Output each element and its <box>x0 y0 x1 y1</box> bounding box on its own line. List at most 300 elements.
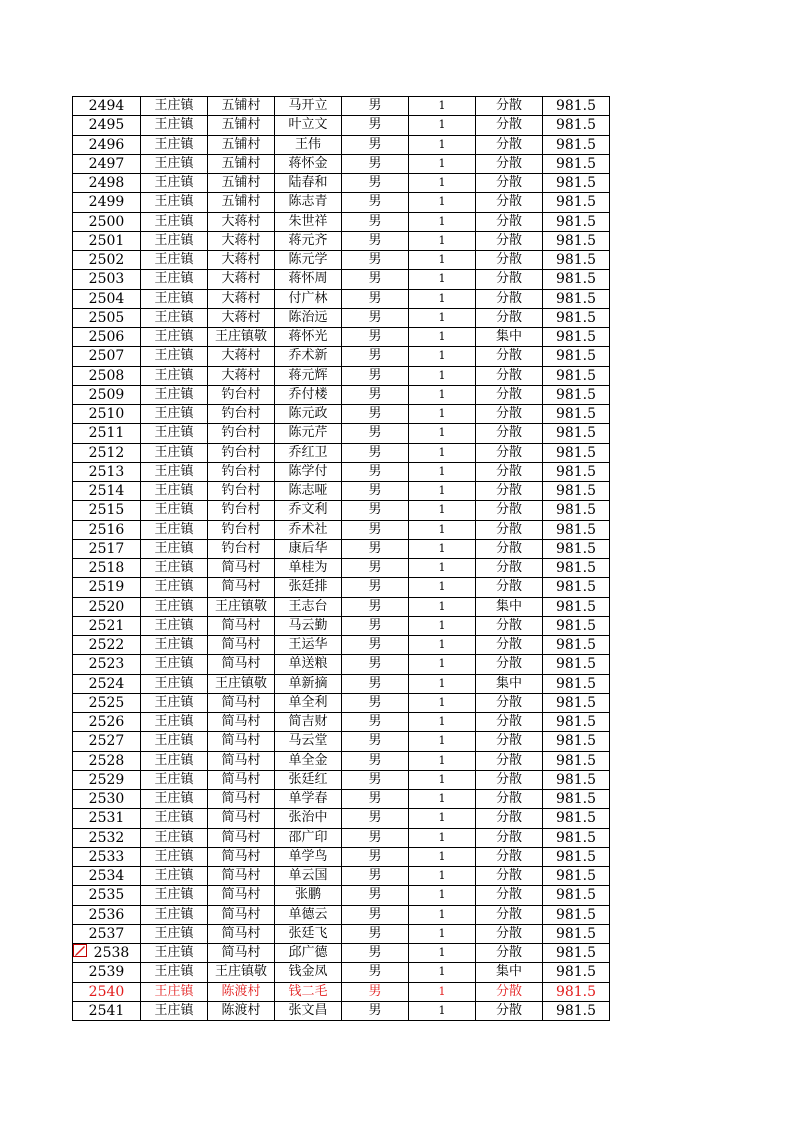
cell-village[interactable]: 大蒋村 <box>208 212 275 231</box>
cell-gender[interactable]: 男 <box>342 308 409 327</box>
cell-type[interactable]: 分散 <box>476 751 543 770</box>
cell-gender[interactable]: 男 <box>342 751 409 770</box>
cell-gender[interactable]: 男 <box>342 790 409 809</box>
cell-row-id[interactable]: 2499 <box>73 193 141 212</box>
cell-gender[interactable]: 男 <box>342 385 409 404</box>
cell-gender[interactable]: 男 <box>342 578 409 597</box>
cell-row-id[interactable]: 2512 <box>73 443 141 462</box>
cell-row-id[interactable]: 2505 <box>73 308 141 327</box>
cell-type[interactable]: 分散 <box>476 982 543 1001</box>
cell-count[interactable]: 1 <box>409 520 476 539</box>
cell-village[interactable]: 钓台村 <box>208 482 275 501</box>
cell-town[interactable]: 王庄镇 <box>141 905 208 924</box>
cell-name[interactable]: 单新摘 <box>275 674 342 693</box>
cell-name[interactable]: 陈志青 <box>275 193 342 212</box>
cell-count[interactable]: 1 <box>409 732 476 751</box>
cell-name[interactable]: 王运华 <box>275 636 342 655</box>
cell-type[interactable]: 分散 <box>476 655 543 674</box>
cell-row-id[interactable]: 2513 <box>73 462 141 481</box>
cell-village[interactable]: 钓台村 <box>208 539 275 558</box>
cell-count[interactable]: 1 <box>409 982 476 1001</box>
cell-amount[interactable]: 981.5 <box>543 693 610 712</box>
cell-amount[interactable]: 981.5 <box>543 963 610 982</box>
cell-row-id[interactable]: 2504 <box>73 289 141 308</box>
cell-type[interactable]: 分散 <box>476 366 543 385</box>
cell-name[interactable]: 马云堂 <box>275 732 342 751</box>
cell-type[interactable]: 分散 <box>476 154 543 173</box>
cell-town[interactable]: 王庄镇 <box>141 867 208 886</box>
cell-town[interactable]: 王庄镇 <box>141 578 208 597</box>
cell-town[interactable]: 王庄镇 <box>141 385 208 404</box>
cell-gender[interactable]: 男 <box>342 270 409 289</box>
cell-type[interactable]: 分散 <box>476 116 543 135</box>
cell-village[interactable]: 大蒋村 <box>208 347 275 366</box>
cell-type[interactable]: 分散 <box>476 809 543 828</box>
cell-row-id[interactable]: 2539 <box>73 963 141 982</box>
cell-village[interactable]: 大蒋村 <box>208 231 275 250</box>
cell-village[interactable]: 钓台村 <box>208 520 275 539</box>
cell-name[interactable]: 王志台 <box>275 597 342 616</box>
cell-row-id[interactable]: 2508 <box>73 366 141 385</box>
cell-type[interactable]: 分散 <box>476 482 543 501</box>
cell-gender[interactable]: 男 <box>342 597 409 616</box>
cell-row-id[interactable]: 2516 <box>73 520 141 539</box>
cell-village[interactable]: 简马村 <box>208 713 275 732</box>
cell-village[interactable]: 简马村 <box>208 944 275 963</box>
cell-gender[interactable]: 男 <box>342 944 409 963</box>
cell-amount[interactable]: 981.5 <box>543 193 610 212</box>
cell-row-id[interactable]: 2502 <box>73 251 141 270</box>
cell-town[interactable]: 王庄镇 <box>141 847 208 866</box>
cell-count[interactable]: 1 <box>409 963 476 982</box>
cell-amount[interactable]: 981.5 <box>543 501 610 520</box>
cell-village[interactable]: 王庄镇敬 <box>208 674 275 693</box>
cell-amount[interactable]: 981.5 <box>543 97 610 116</box>
cell-count[interactable]: 1 <box>409 886 476 905</box>
cell-name[interactable]: 蒋元齐 <box>275 231 342 250</box>
cell-town[interactable]: 王庄镇 <box>141 135 208 154</box>
cell-amount[interactable]: 981.5 <box>543 135 610 154</box>
cell-name[interactable]: 单全利 <box>275 693 342 712</box>
cell-amount[interactable]: 981.5 <box>543 944 610 963</box>
cell-village[interactable]: 钓台村 <box>208 501 275 520</box>
cell-name[interactable]: 张文昌 <box>275 1001 342 1020</box>
cell-gender[interactable]: 男 <box>342 809 409 828</box>
cell-town[interactable]: 王庄镇 <box>141 693 208 712</box>
cell-amount[interactable]: 981.5 <box>543 674 610 693</box>
cell-row-id[interactable]: 2526 <box>73 713 141 732</box>
cell-type[interactable]: 分散 <box>476 135 543 154</box>
cell-name[interactable]: 张鹏 <box>275 886 342 905</box>
cell-village[interactable]: 钓台村 <box>208 385 275 404</box>
cell-row-id[interactable]: 2525 <box>73 693 141 712</box>
cell-amount[interactable]: 981.5 <box>543 212 610 231</box>
cell-village[interactable]: 简马村 <box>208 693 275 712</box>
cell-name[interactable]: 朱世祥 <box>275 212 342 231</box>
cell-gender[interactable]: 男 <box>342 231 409 250</box>
cell-amount[interactable]: 981.5 <box>543 443 610 462</box>
cell-type[interactable]: 分散 <box>476 905 543 924</box>
cell-town[interactable]: 王庄镇 <box>141 559 208 578</box>
cell-village[interactable]: 钓台村 <box>208 443 275 462</box>
cell-village[interactable]: 简马村 <box>208 790 275 809</box>
cell-gender[interactable]: 男 <box>342 443 409 462</box>
cell-town[interactable]: 王庄镇 <box>141 289 208 308</box>
cell-village[interactable]: 王庄镇敬 <box>208 963 275 982</box>
cell-count[interactable]: 1 <box>409 424 476 443</box>
cell-name[interactable]: 邱广德 <box>275 944 342 963</box>
cell-town[interactable]: 王庄镇 <box>141 405 208 424</box>
cell-count[interactable]: 1 <box>409 924 476 943</box>
cell-gender[interactable]: 男 <box>342 982 409 1001</box>
cell-town[interactable]: 王庄镇 <box>141 328 208 347</box>
cell-count[interactable]: 1 <box>409 616 476 635</box>
cell-village[interactable]: 简马村 <box>208 732 275 751</box>
cell-name[interactable]: 陆春和 <box>275 174 342 193</box>
cell-town[interactable]: 王庄镇 <box>141 347 208 366</box>
cell-village[interactable]: 五铺村 <box>208 97 275 116</box>
cell-row-id[interactable]: 2520 <box>73 597 141 616</box>
cell-type[interactable]: 集中 <box>476 674 543 693</box>
cell-row-id[interactable]: 2497 <box>73 154 141 173</box>
cell-row-id[interactable]: 2515 <box>73 501 141 520</box>
cell-name[interactable]: 乔术社 <box>275 520 342 539</box>
cell-type[interactable]: 分散 <box>476 578 543 597</box>
cell-count[interactable]: 1 <box>409 828 476 847</box>
cell-count[interactable]: 1 <box>409 154 476 173</box>
cell-village[interactable]: 简马村 <box>208 905 275 924</box>
cell-type[interactable]: 分散 <box>476 97 543 116</box>
cell-type[interactable]: 分散 <box>476 828 543 847</box>
cell-amount[interactable]: 981.5 <box>543 270 610 289</box>
cell-type[interactable]: 分散 <box>476 924 543 943</box>
cell-village[interactable]: 陈渡村 <box>208 982 275 1001</box>
cell-gender[interactable]: 男 <box>342 655 409 674</box>
cell-count[interactable]: 1 <box>409 597 476 616</box>
cell-type[interactable]: 分散 <box>476 308 543 327</box>
cell-village[interactable]: 简马村 <box>208 751 275 770</box>
cell-row-id[interactable]: 2533 <box>73 847 141 866</box>
cell-name[interactable]: 单学鸟 <box>275 847 342 866</box>
cell-row-id[interactable]: 2521 <box>73 616 141 635</box>
cell-row-id[interactable]: 2527 <box>73 732 141 751</box>
cell-row-id[interactable]: 2523 <box>73 655 141 674</box>
cell-village[interactable]: 简马村 <box>208 578 275 597</box>
cell-name[interactable]: 王伟 <box>275 135 342 154</box>
cell-amount[interactable]: 981.5 <box>543 578 610 597</box>
cell-amount[interactable]: 981.5 <box>543 251 610 270</box>
cell-count[interactable]: 1 <box>409 944 476 963</box>
cell-row-id[interactable]: 2518 <box>73 559 141 578</box>
cell-row-id[interactable]: 2532 <box>73 828 141 847</box>
cell-amount[interactable]: 981.5 <box>543 520 610 539</box>
cell-amount[interactable]: 981.5 <box>543 174 610 193</box>
cell-village[interactable]: 简马村 <box>208 867 275 886</box>
cell-town[interactable]: 王庄镇 <box>141 1001 208 1020</box>
cell-gender[interactable]: 男 <box>342 135 409 154</box>
cell-count[interactable]: 1 <box>409 867 476 886</box>
cell-row-id[interactable]: 2530 <box>73 790 141 809</box>
cell-town[interactable]: 王庄镇 <box>141 924 208 943</box>
cell-amount[interactable]: 981.5 <box>543 328 610 347</box>
cell-amount[interactable]: 981.5 <box>543 770 610 789</box>
cell-village[interactable]: 简马村 <box>208 924 275 943</box>
cell-amount[interactable]: 981.5 <box>543 1001 610 1020</box>
cell-type[interactable]: 集中 <box>476 597 543 616</box>
cell-row-id[interactable]: 2529 <box>73 770 141 789</box>
cell-type[interactable]: 分散 <box>476 231 543 250</box>
cell-amount[interactable]: 981.5 <box>543 559 610 578</box>
cell-town[interactable]: 王庄镇 <box>141 520 208 539</box>
cell-type[interactable]: 分散 <box>476 790 543 809</box>
cell-type[interactable]: 分散 <box>476 886 543 905</box>
cell-type[interactable]: 分散 <box>476 559 543 578</box>
cell-village[interactable]: 简马村 <box>208 809 275 828</box>
cell-gender[interactable]: 男 <box>342 212 409 231</box>
cell-name[interactable]: 蒋元辉 <box>275 366 342 385</box>
cell-gender[interactable]: 男 <box>342 559 409 578</box>
cell-village[interactable]: 简马村 <box>208 636 275 655</box>
cell-name[interactable]: 陈元芹 <box>275 424 342 443</box>
cell-village[interactable]: 王庄镇敬 <box>208 597 275 616</box>
cell-name[interactable]: 钱二毛 <box>275 982 342 1001</box>
cell-name[interactable]: 陈治远 <box>275 308 342 327</box>
cell-village[interactable]: 大蒋村 <box>208 366 275 385</box>
cell-town[interactable]: 王庄镇 <box>141 616 208 635</box>
cell-type[interactable]: 分散 <box>476 193 543 212</box>
cell-row-id[interactable]: 2531 <box>73 809 141 828</box>
cell-row-id[interactable]: 2535 <box>73 886 141 905</box>
cell-row-id[interactable]: 2500 <box>73 212 141 231</box>
cell-row-id[interactable]: 2496 <box>73 135 141 154</box>
cell-name[interactable]: 康后华 <box>275 539 342 558</box>
cell-town[interactable]: 王庄镇 <box>141 732 208 751</box>
cell-count[interactable]: 1 <box>409 405 476 424</box>
cell-row-id[interactable]: 2524 <box>73 674 141 693</box>
cell-village[interactable]: 五铺村 <box>208 193 275 212</box>
cell-count[interactable]: 1 <box>409 655 476 674</box>
cell-town[interactable]: 王庄镇 <box>141 963 208 982</box>
cell-town[interactable]: 王庄镇 <box>141 231 208 250</box>
cell-town[interactable]: 王庄镇 <box>141 212 208 231</box>
cell-type[interactable]: 分散 <box>476 713 543 732</box>
cell-village[interactable]: 王庄镇敬 <box>208 328 275 347</box>
cell-village[interactable]: 简马村 <box>208 828 275 847</box>
cell-type[interactable]: 集中 <box>476 963 543 982</box>
cell-amount[interactable]: 981.5 <box>543 366 610 385</box>
cell-name[interactable]: 单云国 <box>275 867 342 886</box>
cell-type[interactable]: 分散 <box>476 270 543 289</box>
cell-type[interactable]: 分散 <box>476 212 543 231</box>
cell-gender[interactable]: 男 <box>342 97 409 116</box>
cell-amount[interactable]: 981.5 <box>543 636 610 655</box>
cell-gender[interactable]: 男 <box>342 251 409 270</box>
cell-gender[interactable]: 男 <box>342 501 409 520</box>
cell-row-id[interactable]: 2501 <box>73 231 141 250</box>
cell-type[interactable]: 分散 <box>476 732 543 751</box>
cell-amount[interactable]: 981.5 <box>543 539 610 558</box>
cell-name[interactable]: 张廷排 <box>275 578 342 597</box>
cell-type[interactable]: 分散 <box>476 289 543 308</box>
cell-count[interactable]: 1 <box>409 693 476 712</box>
cell-town[interactable]: 王庄镇 <box>141 539 208 558</box>
cell-name[interactable]: 蒋怀金 <box>275 154 342 173</box>
cell-gender[interactable]: 男 <box>342 366 409 385</box>
cell-name[interactable]: 简吉财 <box>275 713 342 732</box>
cell-type[interactable]: 分散 <box>476 539 543 558</box>
cell-town[interactable]: 王庄镇 <box>141 97 208 116</box>
cell-town[interactable]: 王庄镇 <box>141 251 208 270</box>
cell-town[interactable]: 王庄镇 <box>141 674 208 693</box>
cell-row-id[interactable]: 2522 <box>73 636 141 655</box>
cell-type[interactable]: 分散 <box>476 405 543 424</box>
cell-row-id[interactable]: 2494 <box>73 97 141 116</box>
cell-count[interactable]: 1 <box>409 482 476 501</box>
cell-count[interactable]: 1 <box>409 462 476 481</box>
cell-town[interactable]: 王庄镇 <box>141 944 208 963</box>
cell-amount[interactable]: 981.5 <box>543 482 610 501</box>
cell-town[interactable]: 王庄镇 <box>141 809 208 828</box>
cell-name[interactable]: 邵广印 <box>275 828 342 847</box>
cell-count[interactable]: 1 <box>409 289 476 308</box>
cell-village[interactable]: 大蒋村 <box>208 308 275 327</box>
cell-row-id[interactable]: 2540 <box>73 982 141 1001</box>
cell-name[interactable]: 单学春 <box>275 790 342 809</box>
cell-amount[interactable]: 981.5 <box>543 886 610 905</box>
cell-count[interactable]: 1 <box>409 116 476 135</box>
cell-type[interactable]: 分散 <box>476 501 543 520</box>
cell-row-id[interactable]: 2510 <box>73 405 141 424</box>
cell-town[interactable]: 王庄镇 <box>141 597 208 616</box>
cell-count[interactable]: 1 <box>409 1001 476 1020</box>
cell-type[interactable]: 分散 <box>476 251 543 270</box>
cell-village[interactable]: 简马村 <box>208 886 275 905</box>
cell-amount[interactable]: 981.5 <box>543 790 610 809</box>
cell-town[interactable]: 王庄镇 <box>141 713 208 732</box>
pencil-note-icon[interactable] <box>73 944 87 957</box>
cell-gender[interactable]: 男 <box>342 636 409 655</box>
cell-amount[interactable]: 981.5 <box>543 597 610 616</box>
cell-count[interactable]: 1 <box>409 443 476 462</box>
cell-village[interactable]: 简马村 <box>208 616 275 635</box>
cell-town[interactable]: 王庄镇 <box>141 116 208 135</box>
cell-type[interactable]: 分散 <box>476 616 543 635</box>
cell-gender[interactable]: 男 <box>342 328 409 347</box>
cell-name[interactable]: 乔术新 <box>275 347 342 366</box>
cell-town[interactable]: 王庄镇 <box>141 751 208 770</box>
cell-name[interactable]: 付广林 <box>275 289 342 308</box>
cell-row-id[interactable]: 2511 <box>73 424 141 443</box>
cell-gender[interactable]: 男 <box>342 732 409 751</box>
cell-amount[interactable]: 981.5 <box>543 828 610 847</box>
cell-name[interactable]: 陈元政 <box>275 405 342 424</box>
cell-village[interactable]: 钓台村 <box>208 424 275 443</box>
cell-amount[interactable]: 981.5 <box>543 809 610 828</box>
cell-gender[interactable]: 男 <box>342 886 409 905</box>
cell-count[interactable]: 1 <box>409 751 476 770</box>
cell-gender[interactable]: 男 <box>342 424 409 443</box>
cell-town[interactable]: 王庄镇 <box>141 790 208 809</box>
cell-name[interactable]: 马开立 <box>275 97 342 116</box>
cell-village[interactable]: 五铺村 <box>208 135 275 154</box>
cell-row-id[interactable]: 2503 <box>73 270 141 289</box>
cell-town[interactable]: 王庄镇 <box>141 193 208 212</box>
cell-town[interactable]: 王庄镇 <box>141 270 208 289</box>
cell-count[interactable]: 1 <box>409 193 476 212</box>
cell-type[interactable]: 集中 <box>476 328 543 347</box>
cell-count[interactable]: 1 <box>409 809 476 828</box>
cell-count[interactable]: 1 <box>409 636 476 655</box>
cell-type[interactable]: 分散 <box>476 867 543 886</box>
cell-gender[interactable]: 男 <box>342 347 409 366</box>
cell-gender[interactable]: 男 <box>342 116 409 135</box>
cell-gender[interactable]: 男 <box>342 616 409 635</box>
cell-gender[interactable]: 男 <box>342 174 409 193</box>
cell-name[interactable]: 陈志哑 <box>275 482 342 501</box>
cell-name[interactable]: 张廷飞 <box>275 924 342 943</box>
cell-name[interactable]: 单送粮 <box>275 655 342 674</box>
cell-count[interactable]: 1 <box>409 97 476 116</box>
cell-town[interactable]: 王庄镇 <box>141 174 208 193</box>
cell-row-id[interactable]: 2537 <box>73 924 141 943</box>
cell-name[interactable]: 单桂为 <box>275 559 342 578</box>
cell-type[interactable]: 分散 <box>476 944 543 963</box>
cell-row-id[interactable]: 2507 <box>73 347 141 366</box>
cell-gender[interactable]: 男 <box>342 867 409 886</box>
cell-name[interactable]: 钱金凤 <box>275 963 342 982</box>
cell-count[interactable]: 1 <box>409 790 476 809</box>
cell-amount[interactable]: 981.5 <box>543 867 610 886</box>
cell-count[interactable]: 1 <box>409 212 476 231</box>
cell-row-id[interactable]: 2536 <box>73 905 141 924</box>
cell-name[interactable]: 乔文利 <box>275 501 342 520</box>
cell-type[interactable]: 分散 <box>476 174 543 193</box>
cell-count[interactable]: 1 <box>409 501 476 520</box>
cell-town[interactable]: 王庄镇 <box>141 636 208 655</box>
cell-town[interactable]: 王庄镇 <box>141 886 208 905</box>
cell-village[interactable]: 五铺村 <box>208 174 275 193</box>
cell-row-id[interactable]: 2534 <box>73 867 141 886</box>
cell-village[interactable]: 五铺村 <box>208 154 275 173</box>
cell-count[interactable]: 1 <box>409 135 476 154</box>
cell-village[interactable]: 钓台村 <box>208 462 275 481</box>
cell-row-id[interactable]: 2514 <box>73 482 141 501</box>
cell-amount[interactable]: 981.5 <box>543 424 610 443</box>
cell-count[interactable]: 1 <box>409 385 476 404</box>
cell-row-id[interactable]: 2509 <box>73 385 141 404</box>
cell-name[interactable]: 张治中 <box>275 809 342 828</box>
cell-count[interactable]: 1 <box>409 905 476 924</box>
cell-town[interactable]: 王庄镇 <box>141 424 208 443</box>
cell-row-id[interactable]: 2495 <box>73 116 141 135</box>
cell-gender[interactable]: 男 <box>342 289 409 308</box>
cell-name[interactable]: 蒋怀光 <box>275 328 342 347</box>
cell-town[interactable]: 王庄镇 <box>141 982 208 1001</box>
cell-name[interactable]: 陈学付 <box>275 462 342 481</box>
cell-count[interactable]: 1 <box>409 366 476 385</box>
cell-town[interactable]: 王庄镇 <box>141 501 208 520</box>
cell-gender[interactable]: 男 <box>342 713 409 732</box>
cell-type[interactable]: 分散 <box>476 347 543 366</box>
cell-type[interactable]: 分散 <box>476 385 543 404</box>
cell-gender[interactable]: 男 <box>342 462 409 481</box>
cell-name[interactable]: 乔付楼 <box>275 385 342 404</box>
cell-gender[interactable]: 男 <box>342 924 409 943</box>
cell-count[interactable]: 1 <box>409 770 476 789</box>
cell-row-id[interactable]: 2528 <box>73 751 141 770</box>
cell-name[interactable]: 蒋怀周 <box>275 270 342 289</box>
cell-name[interactable]: 单德云 <box>275 905 342 924</box>
